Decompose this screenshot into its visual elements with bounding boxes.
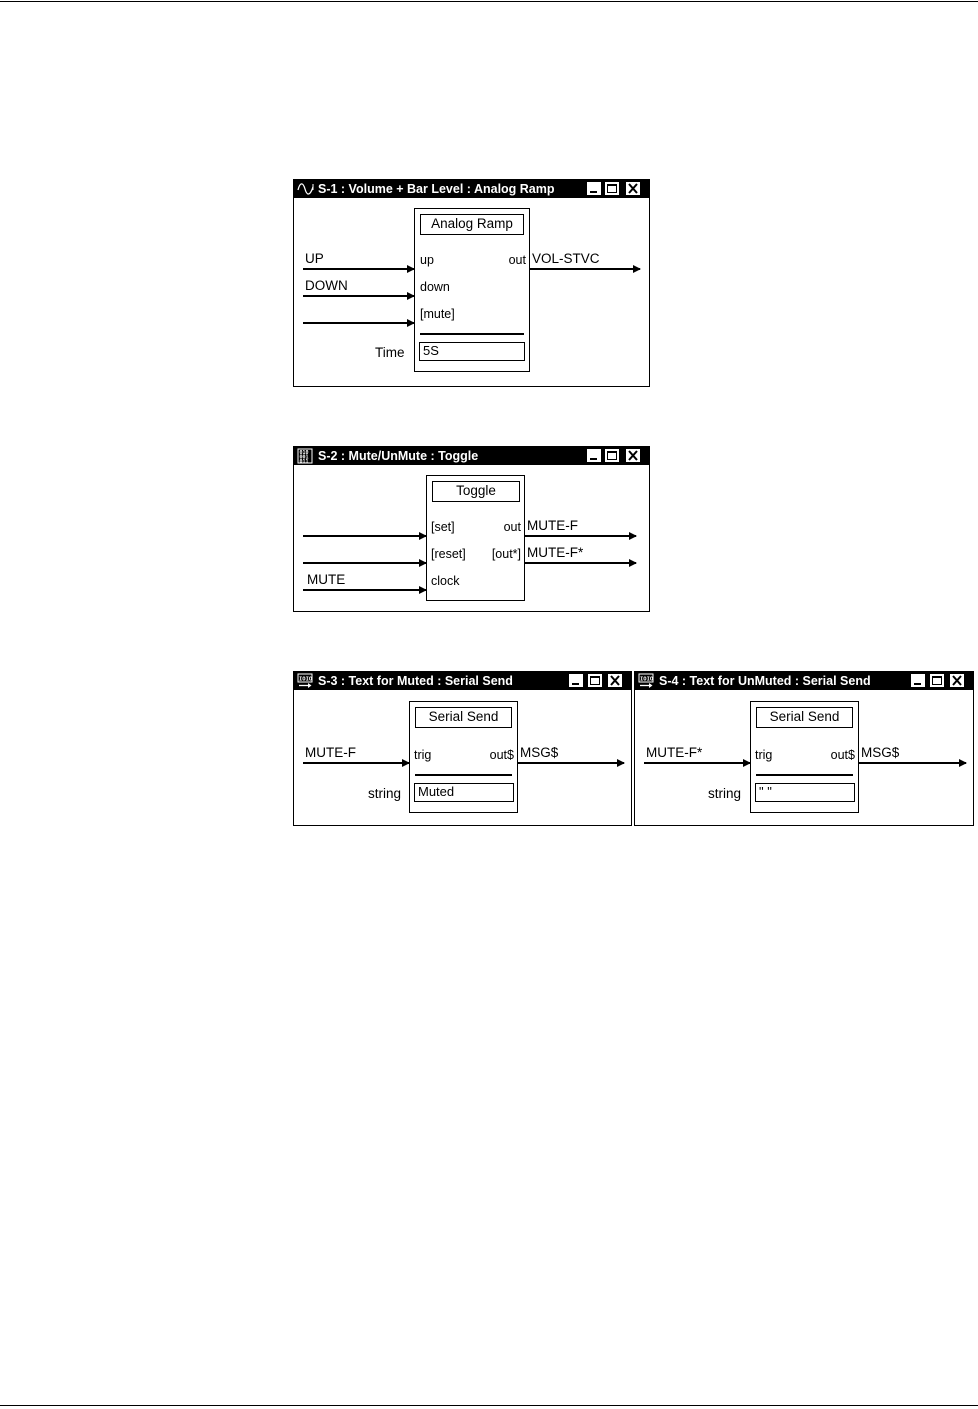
param-label-string: string [368, 786, 402, 801]
svg-text:010: 010 [299, 450, 309, 456]
window-s4-serial-send[interactable] [634, 671, 974, 826]
signal-label-mute: MUTE [307, 572, 346, 587]
maximize-button[interactable] [605, 449, 619, 462]
signal-label-msg: MSG$ [861, 745, 900, 760]
window-canvas [294, 690, 631, 825]
signal-label-msg: MSG$ [520, 745, 559, 760]
port-out: out [508, 253, 526, 267]
port-mute: [mute] [420, 307, 455, 321]
window-s2-toggle[interactable] [293, 446, 650, 612]
port-up: up [420, 253, 434, 267]
port-down: down [420, 280, 450, 294]
symbol-box[interactable] [426, 475, 525, 601]
minimize-button[interactable] [587, 449, 601, 462]
param-field-string[interactable]: " " [755, 783, 855, 802]
svg-text:IOIO: IOIO [640, 676, 654, 683]
window-title-bar[interactable] [294, 447, 649, 465]
port-out-star: [out*] [491, 547, 521, 561]
signal-label-down: DOWN [305, 278, 348, 293]
port-reset: [reset] [431, 547, 466, 561]
port-set: [set] [431, 520, 455, 534]
symbol-name: Analog Ramp [420, 214, 524, 235]
param-field-string[interactable]: Muted [414, 783, 514, 802]
analog-wave-icon [297, 181, 315, 197]
svg-text:011: 011 [299, 459, 309, 464]
signal-label-mute-f-star: MUTE-F* [527, 545, 584, 560]
top-rule [0, 1, 978, 2]
minimize-button[interactable] [911, 674, 925, 687]
window-title-bar[interactable] [635, 672, 973, 690]
window-title: S-4 : Text for UnMuted : Serial Send [659, 674, 871, 688]
param-separator [420, 333, 524, 335]
signal-label-up: UP [305, 251, 324, 266]
close-button[interactable] [608, 674, 622, 687]
port-trig: trig [755, 748, 773, 762]
serial-io-icon [638, 673, 656, 689]
close-button[interactable] [626, 449, 640, 462]
window-title: S-1 : Volume + Bar Level : Analog Ramp [318, 182, 555, 196]
window-canvas [294, 198, 649, 386]
symbol-box[interactable] [414, 208, 530, 372]
param-field-time[interactable]: 5S [419, 342, 525, 361]
window-canvas [294, 465, 649, 611]
window-title-bar[interactable] [294, 180, 649, 198]
window-title-bar[interactable] [294, 672, 631, 690]
symbol-name: Toggle [432, 481, 520, 502]
port-trig: trig [414, 748, 432, 762]
signal-label-mute-f: MUTE-F [305, 745, 356, 760]
param-label-string: string [708, 786, 742, 801]
port-out: out$ [489, 748, 514, 762]
serial-io-icon [297, 673, 315, 689]
maximize-button[interactable] [930, 674, 944, 687]
maximize-button[interactable] [605, 182, 619, 195]
port-out: out$ [830, 748, 855, 762]
signal-label-mute-f-star: MUTE-F* [646, 745, 703, 760]
svg-text:001: 001 [299, 454, 309, 461]
minimize-button[interactable] [569, 674, 583, 687]
param-label-time: Time [375, 345, 405, 360]
param-separator [756, 774, 853, 776]
window-title: S-2 : Mute/UnMute : Toggle [318, 449, 479, 463]
close-button[interactable] [626, 182, 640, 195]
symbol-box[interactable] [409, 701, 518, 813]
signal-label-mute-f: MUTE-F [527, 518, 578, 533]
svg-text:IOIO: IOIO [299, 676, 313, 683]
signal-label-vol-stvc: VOL-STVC [532, 251, 600, 266]
window-s1-analog-ramp[interactable] [293, 179, 650, 387]
param-separator [415, 774, 512, 776]
port-clock: clock [431, 574, 460, 588]
window-title: S-3 : Text for Muted : Serial Send [318, 674, 513, 688]
symbol-box[interactable] [750, 701, 859, 813]
maximize-button[interactable] [588, 674, 602, 687]
binary-digital-icon [297, 448, 315, 464]
symbol-name: Serial Send [756, 707, 853, 728]
window-canvas [635, 690, 973, 825]
close-button[interactable] [950, 674, 964, 687]
minimize-button[interactable] [587, 182, 601, 195]
window-s3-serial-send[interactable] [293, 671, 632, 826]
bottom-rule [0, 1405, 978, 1406]
symbol-name: Serial Send [415, 707, 512, 728]
port-out: out [503, 520, 521, 534]
